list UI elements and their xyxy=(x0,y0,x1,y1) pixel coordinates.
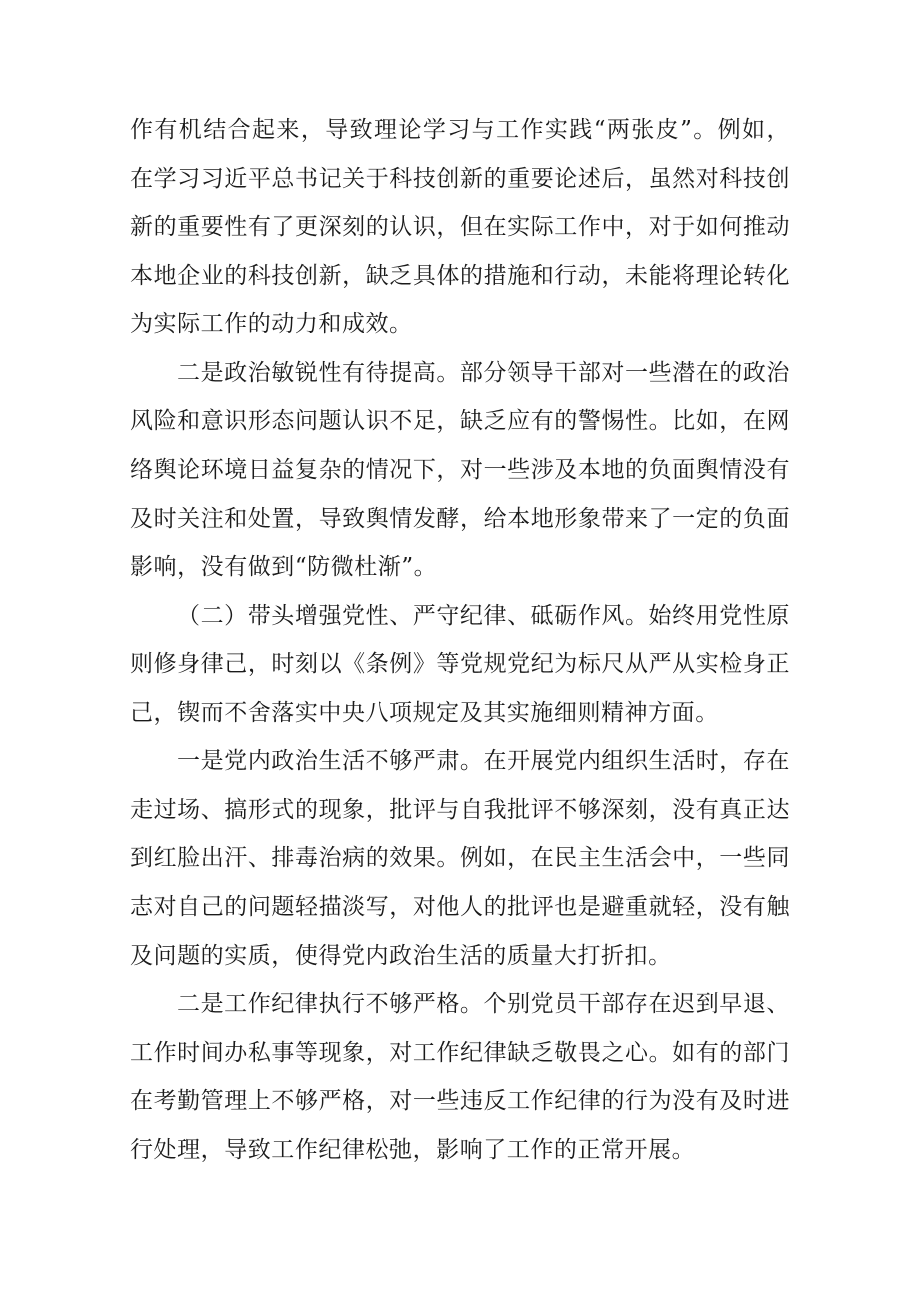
text-line: 工作时间办私事等现象，对工作纪律缺乏敬畏之心。如有的部门 xyxy=(130,1039,790,1066)
text-line: 二是工作纪律执行不够严格。个别党员干部存在迟到早退、 xyxy=(177,991,790,1018)
text-line: 影响，没有做到“防微杜渐”。 xyxy=(130,554,438,581)
paragraph-continuation xyxy=(130,106,790,349)
text-line: 二是政治敏锐性有待提高。部分领导干部对一些潜在的政治 xyxy=(177,359,790,386)
text-line: 己，锲而不舍落实中央八项规定及其实施细则精神方面。 xyxy=(130,699,719,726)
paragraph-political-sensitivity xyxy=(130,349,790,592)
text-line: 络舆论环境日益复杂的情况下，对一些涉及本地的负面舆情没有 xyxy=(130,456,790,483)
text-line: 在考勤管理上不够严格，对一些违反工作纪律的行为没有及时进 xyxy=(130,1088,790,1115)
text-line: 行处理，导致工作纪律松弛，影响了工作的正常开展。 xyxy=(130,1136,696,1163)
text-line: 新的重要性有了更深刻的认识，但在实际工作中，对于如何推动 xyxy=(130,214,790,241)
text-line: 一是党内政治生活不够严肃。在开展党内组织生活时，存在 xyxy=(177,748,790,775)
text-line: （二）带头增强党性、严守纪律、砥砺作风。始终用党性原 xyxy=(177,602,790,629)
text-line: 及时关注和处置，导致舆情发酵，给本地形象带来了一定的负面 xyxy=(130,505,790,532)
text-line: 风险和意识形态问题认识不足，缺乏应有的警惕性。比如，在网 xyxy=(130,408,790,435)
text-line: 在学习习近平总书记关于科技创新的重要论述后，虽然对科技创 xyxy=(130,165,790,192)
paragraph-party-life xyxy=(130,737,790,980)
section-heading-paragraph xyxy=(130,592,790,738)
text-line: 则修身律己，时刻以《条例》等党规党纪为标尺从严从实检身正 xyxy=(130,651,790,678)
text-line: 志对自己的问题轻描淡写，对他人的批评也是避重就轻，没有触 xyxy=(130,894,790,920)
text-line: 为实际工作的动力和成效。 xyxy=(130,311,413,338)
text-line: 走过场、搞形式的现象，批评与自我批评不够深刻，没有真正达 xyxy=(130,796,790,823)
text-line: 及问题的实质，使得党内政治生活的质量大打折扣。 xyxy=(130,942,672,969)
paragraph-work-discipline xyxy=(130,980,790,1174)
text-line: 本地企业的科技创新，缺乏具体的措施和行动，未能将理论转化 xyxy=(130,262,790,289)
text-line: 作有机结合起来，导致理论学习与工作实践“两张皮”。例如， xyxy=(130,117,790,143)
document-body xyxy=(130,106,790,1174)
text-line: 到红脸出汗、排毒治病的效果。例如，在民主生活会中，一些同 xyxy=(130,845,790,872)
